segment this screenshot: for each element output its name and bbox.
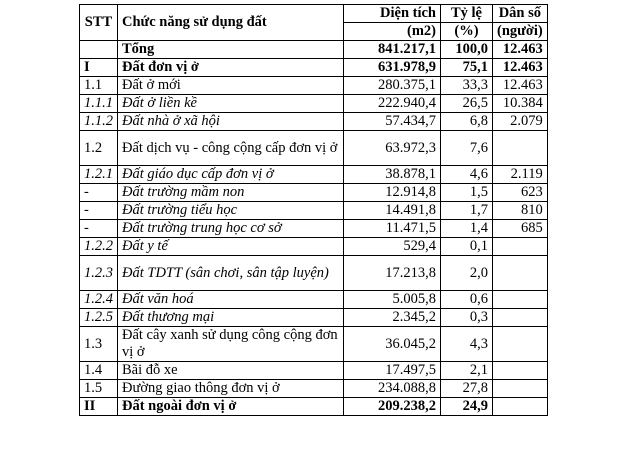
- cell-pop: 685: [493, 220, 548, 238]
- cell-name: Đất giáo dục cấp đơn vị ở: [118, 166, 344, 184]
- header-area-unit: (m2): [344, 23, 441, 41]
- cell-area: 36.045,2: [344, 327, 441, 362]
- cell-area: 529,4: [344, 238, 441, 256]
- cell-stt: -: [80, 220, 118, 238]
- cell-stt: 1.5: [80, 380, 118, 398]
- cell-area: 63.972,3: [344, 131, 441, 166]
- cell-area: 209.238,2: [344, 398, 441, 416]
- cell-pct: 24,9: [441, 398, 493, 416]
- table-row: [80, 77, 548, 95]
- cell-name: Đất TDTT (sân chơi, sân tập luyện): [118, 256, 344, 291]
- cell-stt: 1.2: [80, 131, 118, 166]
- cell-area: 5.005,8: [344, 291, 441, 309]
- cell-area: 57.434,7: [344, 113, 441, 131]
- cell-pop: [493, 327, 548, 362]
- header-pop: Dân số: [493, 5, 548, 23]
- cell-pct: 27,8: [441, 380, 493, 398]
- cell-stt: 1.1.1: [80, 95, 118, 113]
- cell-area: 280.375,1: [344, 77, 441, 95]
- cell-pct: 2,1: [441, 362, 493, 380]
- cell-pop: [493, 291, 548, 309]
- cell-name: Đất trường tiểu học: [118, 202, 344, 220]
- cell-name: Đất nhà ở xã hội: [118, 113, 344, 131]
- cell-pop: 12.463: [493, 41, 548, 59]
- table-row: [80, 309, 548, 327]
- cell-pct: 4,6: [441, 166, 493, 184]
- cell-area: 11.471,5: [344, 220, 441, 238]
- cell-area: 17.497,5: [344, 362, 441, 380]
- header-stt: STT: [80, 5, 118, 41]
- cell-name: Đất ngoài đơn vị ở: [118, 398, 344, 416]
- cell-area: 38.878,1: [344, 166, 441, 184]
- table-row: [80, 41, 548, 59]
- table-row: [80, 131, 548, 166]
- cell-area: 234.088,8: [344, 380, 441, 398]
- cell-area: 17.213,8: [344, 256, 441, 291]
- cell-area: 222.940,4: [344, 95, 441, 113]
- cell-stt: II: [80, 398, 118, 416]
- header-pct: Tỷ lệ: [441, 5, 493, 23]
- table-row: [80, 184, 548, 202]
- table-row: [80, 95, 548, 113]
- cell-pop: [493, 256, 548, 291]
- cell-name: Đất ở liền kề: [118, 95, 344, 113]
- cell-pop: 10.384: [493, 95, 548, 113]
- cell-pct: 0,3: [441, 309, 493, 327]
- header-pct-unit: (%): [441, 23, 493, 41]
- cell-name: Đất y tế: [118, 238, 344, 256]
- cell-pct: 7,6: [441, 131, 493, 166]
- cell-name: Đất đơn vị ở: [118, 59, 344, 77]
- cell-pct: 33,3: [441, 77, 493, 95]
- cell-pct: 100,0: [441, 41, 493, 59]
- cell-pop: 2.119: [493, 166, 548, 184]
- cell-name: Bãi đỗ xe: [118, 362, 344, 380]
- cell-area: 12.914,8: [344, 184, 441, 202]
- cell-pct: 4,3: [441, 327, 493, 362]
- cell-stt: 1.1.2: [80, 113, 118, 131]
- cell-pop: [493, 398, 548, 416]
- cell-pct: 1,5: [441, 184, 493, 202]
- cell-pct: 6,8: [441, 113, 493, 131]
- cell-area: 841.217,1: [344, 41, 441, 59]
- cell-pop: [493, 362, 548, 380]
- table-row: [80, 202, 548, 220]
- cell-name: Đường giao thông đơn vị ở: [118, 380, 344, 398]
- header-area: Diện tích: [344, 5, 441, 23]
- header-pop-unit: (người): [493, 23, 548, 41]
- table-row: [80, 238, 548, 256]
- table-row: [80, 113, 548, 131]
- cell-name: Đất văn hoá: [118, 291, 344, 309]
- cell-pct: 0,6: [441, 291, 493, 309]
- cell-stt: 1.1: [80, 77, 118, 95]
- cell-pop: [493, 238, 548, 256]
- cell-name: Đất thương mại: [118, 309, 344, 327]
- cell-pop: 623: [493, 184, 548, 202]
- table-row: [80, 291, 548, 309]
- cell-pop: [493, 131, 548, 166]
- cell-pop: 810: [493, 202, 548, 220]
- cell-stt: 1.3: [80, 327, 118, 362]
- cell-stt: -: [80, 202, 118, 220]
- cell-name: Đất trường mầm non: [118, 184, 344, 202]
- cell-stt: I: [80, 59, 118, 77]
- table-row: [80, 256, 548, 291]
- cell-pop: 12.463: [493, 77, 548, 95]
- cell-pop: 2.079: [493, 113, 548, 131]
- cell-pct: 2,0: [441, 256, 493, 291]
- header-name: Chức năng sử dụng đất: [118, 5, 344, 41]
- table-row: [80, 59, 548, 77]
- land-use-table: [79, 4, 548, 416]
- cell-pop: [493, 380, 548, 398]
- cell-name: Đất cây xanh sử dụng công cộng đơn vị ở: [118, 327, 344, 362]
- cell-stt: 1.2.4: [80, 291, 118, 309]
- cell-stt: 1.4: [80, 362, 118, 380]
- cell-area: 2.345,2: [344, 309, 441, 327]
- cell-name: Tổng: [118, 41, 344, 59]
- table-row: [80, 220, 548, 238]
- table-row: [80, 166, 548, 184]
- cell-area: 14.491,8: [344, 202, 441, 220]
- cell-pct: 1,4: [441, 220, 493, 238]
- cell-pct: 26,5: [441, 95, 493, 113]
- cell-name: Đất ở mới: [118, 77, 344, 95]
- cell-stt: [80, 41, 118, 59]
- cell-pct: 1,7: [441, 202, 493, 220]
- cell-stt: 1.2.3: [80, 256, 118, 291]
- cell-name: Đất dịch vụ - công cộng cấp đơn vị ở: [118, 131, 344, 166]
- table-row: [80, 398, 548, 416]
- cell-stt: -: [80, 184, 118, 202]
- cell-pct: 0,1: [441, 238, 493, 256]
- cell-name: Đất trường trung học cơ sở: [118, 220, 344, 238]
- cell-stt: 1.2.5: [80, 309, 118, 327]
- cell-pct: 75,1: [441, 59, 493, 77]
- table-row: [80, 380, 548, 398]
- table-row: [80, 327, 548, 362]
- cell-stt: 1.2.2: [80, 238, 118, 256]
- table-row: [80, 362, 548, 380]
- cell-pop: [493, 309, 548, 327]
- cell-pop: 12.463: [493, 59, 548, 77]
- cell-area: 631.978,9: [344, 59, 441, 77]
- cell-stt: 1.2.1: [80, 166, 118, 184]
